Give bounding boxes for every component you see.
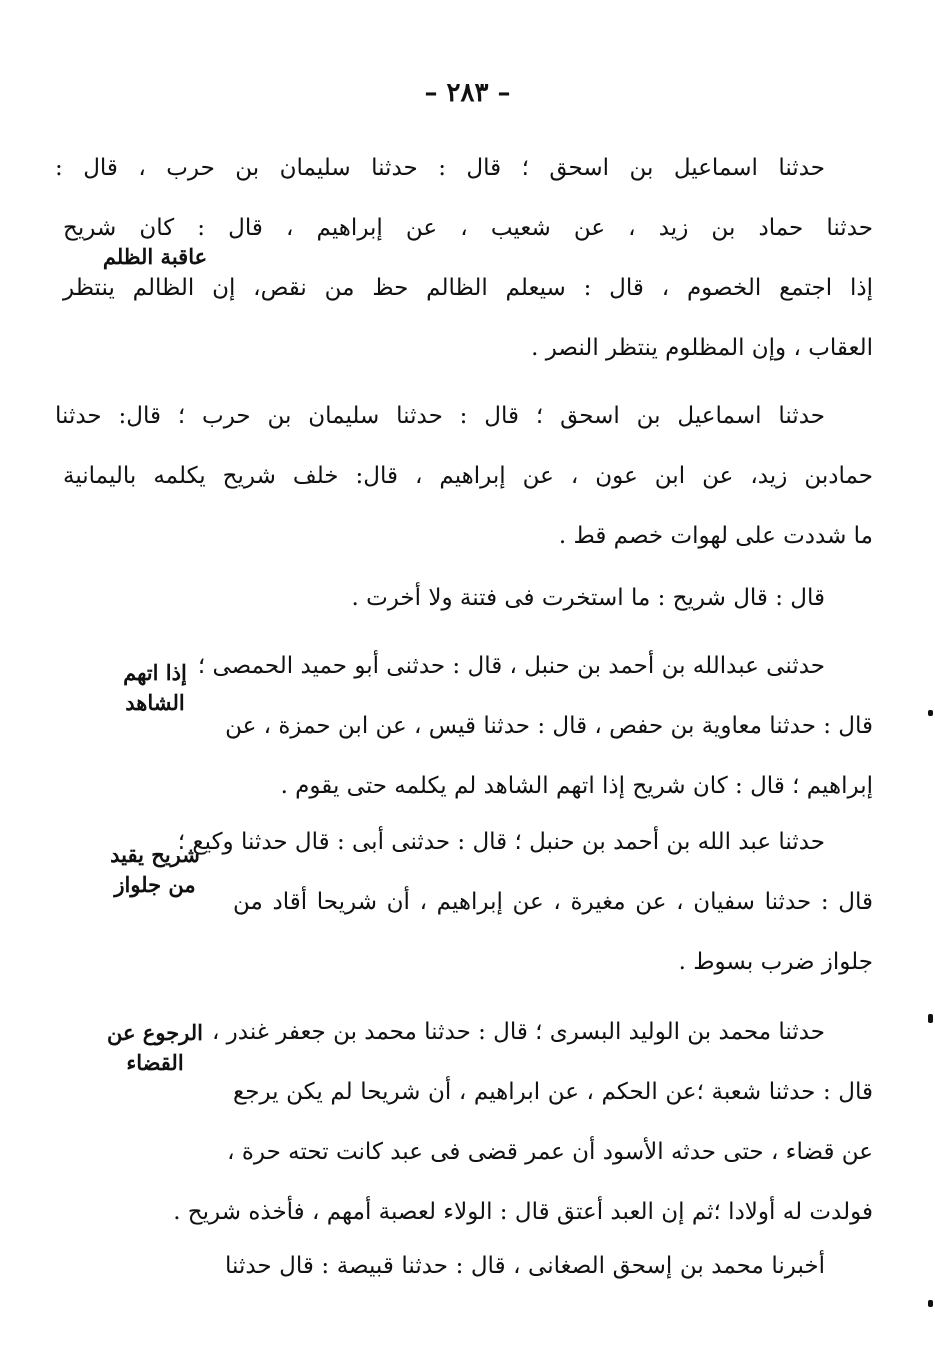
text-line: عن قضاء ، حتى حدثه الأسود أن عمر قضى فى عبد كانت تحته حرة ،	[227, 1139, 873, 1165]
text-line: أخبرنا محمد بن إسحق الصغانى ، قال : حدثنا قبيصة : قال حدثنا	[225, 1253, 825, 1279]
text-line: إبراهيم ؛ قال : كان شريح إذا اتهم الشاهد لم يكلمه حتى يقوم .	[280, 773, 873, 799]
text-line: حدثنا محمد بن الوليد البسرى ؛ قال : حدثنا محمد بن جعفر غندر ،	[211, 1019, 825, 1045]
text-line: فولدت له أولادا ؛ثم إن العبد أعتق قال : الولاء لعصبة أمهم ، فأخذه شريح .	[173, 1199, 873, 1225]
scan-speck	[928, 1014, 933, 1023]
text-line: حدثنا اسماعيل بن اسحق ؛ قال : حدثنا سليمان بن حرب ؛ قال: حدثنا	[55, 403, 825, 429]
text-line: إذا اجتمع الخصوم ، قال : سيعلم الظالم حظ من نقص، إن الظالم ينتظر	[63, 275, 873, 301]
text-line: حدثنا حماد بن زيد ، عن شعيب ، عن إبراهيم ، قال : كان شريح	[63, 215, 873, 241]
text-line: قال : حدثنا سفيان ، عن مغيرة ، عن إبراهيم ، أن شريحا أقاد من	[233, 889, 873, 915]
text-line: ما شددت على لهوات خصم قط .	[558, 523, 873, 549]
text-line: العقاب ، وإن المظلوم ينتظر النصر .	[531, 335, 873, 361]
scan-speck	[928, 1300, 933, 1307]
margin-note-witness: إذا اتهم الشاهد	[123, 660, 187, 715]
text-line: حدثنا عبد الله بن أحمد بن حنبل ؛ قال : حدثنى أبى : قال حدثنا وكيع ؛	[177, 829, 825, 855]
text-line: حمادبن زيد، عن ابن عون ، عن إبراهيم ، قال: خلف شريح يكلمه باليمانية	[63, 463, 873, 489]
page-number: – ٢٨٣ –	[424, 78, 511, 108]
margin-note-retaliation: شريح يقيد من جلواز	[110, 842, 200, 897]
text-line: حدثنى عبدالله بن أحمد بن حنبل ، قال : حدثنى أبو حميد الحمصى ؛	[197, 653, 825, 679]
text-line: قال : حدثنا معاوية بن حفص ، قال : حدثنا قيس ، عن ابن حمزة ، عن	[225, 713, 873, 739]
text-line: حدثنا اسماعيل بن اسحق ؛ قال : حدثنا سليمان بن حرب ، قال :	[55, 155, 825, 181]
margin-note-judgment: الرجوع عن القضاء	[106, 1020, 203, 1075]
text-line: قال : قال شريح : ما استخرت فى فتنة ولا أخرت .	[351, 585, 825, 611]
margin-note-injustice: عاقبة الظلم	[102, 244, 208, 269]
text-line: جلواز ضرب بسوط .	[678, 949, 873, 975]
text-line: قال : حدثنا شعبة ؛عن الحكم ، عن ابراهيم ، أن شريحا لم يكن يرجع	[233, 1079, 873, 1105]
scan-speck	[928, 710, 933, 716]
